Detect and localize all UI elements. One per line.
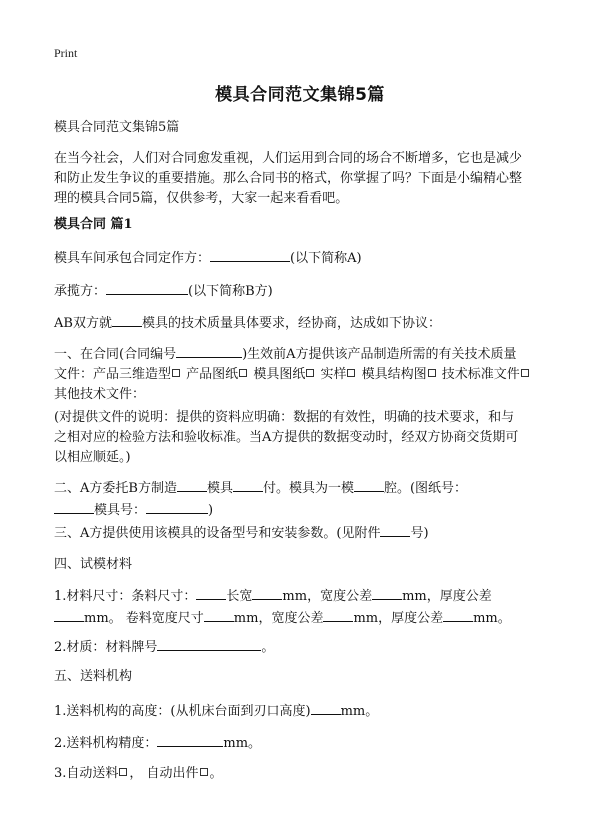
blank-field <box>204 607 234 622</box>
checkbox[interactable] <box>306 369 314 377</box>
clause-four-heading: 四、试模材料 <box>54 557 133 572</box>
auto-feed-options <box>54 764 554 784</box>
label: 腔。(图纸号： <box>383 481 468 496</box>
label: ， 自动出件 <box>129 766 199 781</box>
label: AB双方就 <box>54 316 112 331</box>
clause-five-heading: 五、送料机构 <box>54 669 133 684</box>
label: mm。 <box>473 611 511 626</box>
label: 1.送料机构的高度：(从机床台面到刃口高度) <box>54 704 311 719</box>
blank-field <box>157 636 261 651</box>
label: mm。 <box>223 736 262 751</box>
label: 模具 <box>206 481 233 496</box>
label: 产品图纸 <box>186 367 239 382</box>
clause-one <box>54 343 554 405</box>
blank-field <box>196 585 226 600</box>
print-link[interactable]: Print <box>54 46 78 60</box>
label: 承揽方： <box>54 284 107 299</box>
label: 模具图纸 <box>253 367 306 382</box>
blank-field <box>106 280 188 295</box>
label: 文件：产品三维造型 <box>54 367 172 382</box>
agreement-line <box>54 312 554 334</box>
document-subtitle: 模具合同范文集锦5篇 <box>54 120 180 135</box>
blank-field <box>54 607 84 622</box>
checkbox[interactable] <box>428 369 436 377</box>
material-grade <box>54 636 554 658</box>
label: 2.材质：材料牌号 <box>54 640 158 655</box>
intro-paragraph <box>54 149 554 209</box>
checkbox[interactable] <box>172 369 180 377</box>
blank-field <box>311 700 341 715</box>
blank-field <box>176 343 242 358</box>
blank-field <box>177 477 207 492</box>
blank-field <box>252 585 282 600</box>
feeder-precision <box>54 732 554 754</box>
label: 其他技术文件： <box>54 387 146 402</box>
label: ) <box>208 503 214 518</box>
checkbox[interactable] <box>239 369 247 377</box>
label: 号) <box>410 526 429 541</box>
document-notes <box>54 408 554 468</box>
label: mm，厚度公差 <box>353 611 444 626</box>
contract-party-line <box>54 247 554 269</box>
material-size <box>54 585 554 629</box>
clause-three <box>54 522 554 544</box>
notes-line: 之相对应的检验方法和验收标准。当A方提供的数据变动时，经双方协商交货期可 <box>54 430 519 445</box>
label: 三、A方提供使用该模具的设备型号和安装参数。(见附件 <box>54 526 381 541</box>
notes-line: 以相应顺延。) <box>54 450 131 465</box>
label: (以下简称A) <box>290 251 362 266</box>
blank-field <box>380 522 410 537</box>
blank-field <box>233 477 263 492</box>
document-title: 模具合同范文集锦5篇 <box>215 85 385 105</box>
blank-field <box>323 607 353 622</box>
label: 二、A方委托B方制造 <box>54 481 177 496</box>
label: 。 <box>261 640 275 655</box>
label: 模具号： <box>94 503 147 518</box>
label: mm，厚度公差 <box>402 589 492 604</box>
blank-field <box>157 732 223 747</box>
blank-field <box>112 312 142 327</box>
blank-field <box>372 585 402 600</box>
intro-line: 理的模具合同5篇，仅供参考，大家一起来看看吧。 <box>54 191 349 206</box>
label: mm。 <box>340 704 379 719</box>
checkbox[interactable] <box>347 369 355 377</box>
label: )生效前A方提供该产品制造所需的有关技术质量 <box>242 347 517 362</box>
blank-field <box>210 247 290 262</box>
checkbox[interactable] <box>119 768 127 776</box>
clause-two <box>54 477 554 521</box>
checkbox[interactable] <box>200 768 208 776</box>
label: mm。 卷料宽度尺寸 <box>84 611 204 626</box>
label: 技术标准文件 <box>441 367 520 382</box>
label: 。 <box>209 766 223 781</box>
label: 模具车间承包合同定作方： <box>54 251 211 266</box>
label: 模具结构图 <box>361 367 427 382</box>
label: mm，宽度公差 <box>282 589 373 604</box>
intro-line: 在当今社会，人们对合同愈发重视，人们运用到合同的场合不断增多，它也是减少 <box>54 151 523 166</box>
label: 模具的技术质量具体要求，经协商，达成如下协议： <box>141 316 441 331</box>
blank-field <box>443 607 473 622</box>
feeder-height <box>54 700 554 722</box>
label: 3.自动送料 <box>54 766 119 781</box>
section-heading: 模具合同 篇1 <box>54 217 133 232</box>
label: 一、在合同(合同编号 <box>54 347 177 362</box>
label: 付。模具为一模 <box>262 481 354 496</box>
notes-line: (对提供文件的说明：提供的资料应明确：数据的有效性，明确的技术要求，和与 <box>54 410 515 425</box>
blank-field <box>54 499 94 514</box>
label: mm，宽度公差 <box>233 611 324 626</box>
checkbox[interactable] <box>521 369 529 377</box>
label: (以下简称B方) <box>188 284 273 299</box>
blank-field <box>354 477 384 492</box>
label: 1.材料尺寸：条料尺寸： <box>54 589 197 604</box>
intro-line: 和防止发生争议的重要措施。那么合同书的格式，你掌握了吗？下面是小编精心整 <box>54 171 523 186</box>
label: 长宽 <box>226 589 253 604</box>
contractor-line <box>54 280 554 302</box>
label: 实样 <box>320 367 347 382</box>
blank-field <box>146 499 208 514</box>
label: 2.送料机构精度： <box>54 736 158 751</box>
